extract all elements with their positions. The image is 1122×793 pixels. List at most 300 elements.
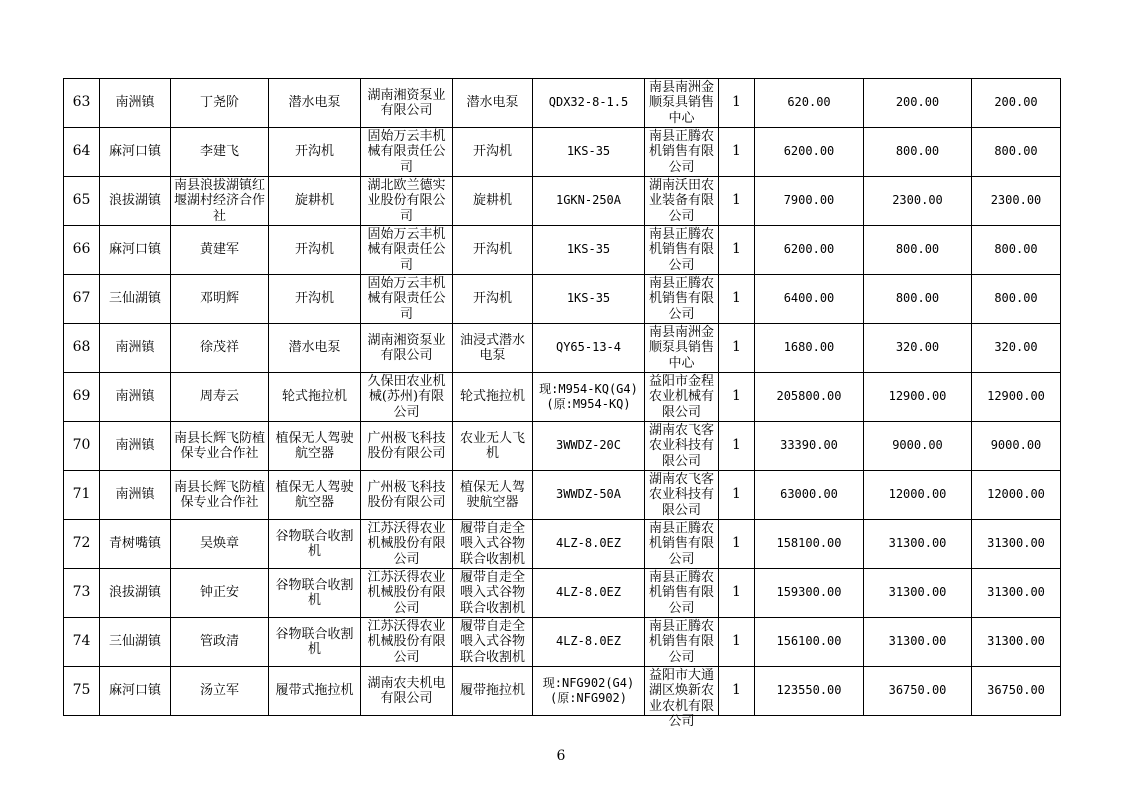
- town-cell: [100, 373, 171, 422]
- town-text: 南洲镇: [115, 389, 155, 405]
- manufacturer-cell: [361, 422, 453, 471]
- manufacturer-text: 固始万云丰机械有限责任公司: [367, 275, 446, 322]
- manufacturer-cell: [361, 373, 453, 422]
- product-name-text: 履带自走全喂入式谷物联合收割机: [459, 520, 525, 567]
- row-index-cell: [64, 471, 100, 520]
- total-subsidy-cell: [972, 128, 1061, 177]
- machine-category-text: 开沟机: [294, 242, 334, 258]
- central-subsidy-text: 200.00: [895, 95, 940, 110]
- row-index-text: 67: [72, 290, 91, 307]
- town-text: 三仙湖镇: [108, 291, 161, 307]
- model-cell: [533, 618, 645, 667]
- machine-category-cell: [269, 520, 361, 569]
- town-text: 青树嘴镇: [108, 536, 161, 552]
- quantity-text: 1: [732, 192, 741, 209]
- manufacturer-cell: [361, 275, 453, 324]
- table-row: [64, 324, 1061, 373]
- total-subsidy-text: 800.00: [994, 144, 1038, 159]
- product-name-text: 开沟机: [472, 291, 512, 307]
- town-text: 南洲镇: [115, 340, 155, 356]
- manufacturer-text: 广州极飞科技股份有限公司: [367, 430, 446, 461]
- dealer-cell: [645, 275, 719, 324]
- total-subsidy-text: 12900.00: [987, 389, 1045, 404]
- recipient-text: 管政清: [199, 634, 239, 650]
- town-text: 麻河口镇: [108, 242, 161, 258]
- machine-category-text: 开沟机: [294, 291, 334, 307]
- machine-category-cell: [269, 569, 361, 618]
- town-cell: [100, 128, 171, 177]
- town-cell: [100, 422, 171, 471]
- central-subsidy-cell: [864, 226, 972, 275]
- sale-price-cell: [755, 128, 864, 177]
- row-index-cell: [64, 618, 100, 667]
- manufacturer-cell: [361, 520, 453, 569]
- dealer-text: 南县南洲金顺泵具销售中心: [648, 79, 714, 126]
- town-cell: [100, 618, 171, 667]
- product-name-cell: [453, 275, 533, 324]
- total-subsidy-cell: [972, 373, 1061, 422]
- quantity-cell: [719, 373, 755, 422]
- sale-price-text: 6200.00: [783, 242, 835, 257]
- row-index-text: 75: [72, 682, 91, 699]
- table-row: [64, 177, 1061, 226]
- town-text: 三仙湖镇: [108, 634, 161, 650]
- central-subsidy-text: 31300.00: [888, 536, 947, 551]
- quantity-text: 1: [732, 241, 741, 258]
- manufacturer-cell: [361, 471, 453, 520]
- model-cell: [533, 226, 645, 275]
- sale-price-cell: [755, 373, 864, 422]
- dealer-cell: [645, 471, 719, 520]
- quantity-text: 1: [732, 535, 741, 552]
- central-subsidy-cell: [864, 79, 972, 128]
- recipient-cell: [171, 226, 269, 275]
- dealer-text: 南县正腾农机销售有限公司: [648, 275, 714, 322]
- recipient-cell: [171, 275, 269, 324]
- table-row: [64, 520, 1061, 569]
- central-subsidy-text: 9000.00: [892, 438, 943, 453]
- central-subsidy-text: 800.00: [895, 291, 940, 306]
- central-subsidy-cell: [864, 373, 972, 422]
- sale-price-cell: [755, 275, 864, 324]
- total-subsidy-text: 12000.00: [987, 487, 1045, 502]
- central-subsidy-cell: [864, 618, 972, 667]
- central-subsidy-text: 320.00: [895, 340, 940, 355]
- total-subsidy-text: 36750.00: [987, 683, 1045, 698]
- recipient-cell: [171, 422, 269, 471]
- product-name-cell: [453, 226, 533, 275]
- product-name-cell: [453, 422, 533, 471]
- dealer-text: 湖南沃田农业装备有限公司: [648, 177, 714, 224]
- total-subsidy-cell: [972, 618, 1061, 667]
- product-name-cell: [453, 569, 533, 618]
- recipient-cell: [171, 177, 269, 226]
- recipient-text: 吴焕章: [199, 536, 239, 552]
- total-subsidy-cell: [972, 569, 1061, 618]
- row-index-text: 69: [72, 388, 91, 405]
- machine-category-cell: [269, 422, 361, 471]
- dealer-text: 益阳市大通湖区焕新农业农机有限公司: [648, 667, 714, 729]
- manufacturer-cell: [361, 324, 453, 373]
- product-name-text: 开沟机: [472, 144, 512, 160]
- sale-price-cell: [755, 569, 864, 618]
- central-subsidy-text: 2300.00: [892, 193, 943, 208]
- row-index-cell: [64, 520, 100, 569]
- town-cell: [100, 226, 171, 275]
- town-cell: [100, 667, 171, 716]
- total-subsidy-text: 2300.00: [990, 193, 1042, 208]
- product-name-text: 旋耕机: [472, 193, 512, 209]
- central-subsidy-text: 12000.00: [888, 487, 947, 502]
- machine-category-text: 谷物联合收割机: [275, 577, 354, 608]
- quantity-text: 1: [732, 143, 741, 160]
- machine-category-cell: [269, 373, 361, 422]
- model-cell: [533, 422, 645, 471]
- row-index-cell: [64, 128, 100, 177]
- product-name-cell: [453, 520, 533, 569]
- sale-price-cell: [755, 667, 864, 716]
- manufacturer-cell: [361, 667, 453, 716]
- product-name-text: 植保无人驾驶航空器: [459, 479, 525, 510]
- recipient-cell: [171, 667, 269, 716]
- recipient-cell: [171, 373, 269, 422]
- machine-category-cell: [269, 324, 361, 373]
- total-subsidy-text: 31300.00: [987, 536, 1045, 551]
- row-index-cell: [64, 226, 100, 275]
- town-text: 南洲镇: [115, 438, 155, 454]
- dealer-cell: [645, 324, 719, 373]
- recipient-cell: [171, 128, 269, 177]
- model-cell: [533, 667, 645, 716]
- quantity-text: 1: [732, 290, 741, 307]
- sale-price-text: 158100.00: [776, 536, 842, 551]
- model-cell: [533, 520, 645, 569]
- town-cell: [100, 569, 171, 618]
- table-row: [64, 79, 1061, 128]
- product-name-cell: [453, 667, 533, 716]
- manufacturer-cell: [361, 226, 453, 275]
- row-index-cell: [64, 569, 100, 618]
- model-cell: [533, 569, 645, 618]
- recipient-text: 丁尧阶: [199, 95, 239, 111]
- product-name-cell: [453, 373, 533, 422]
- row-index-cell: [64, 667, 100, 716]
- row-index-cell: [64, 373, 100, 422]
- manufacturer-text: 湖南农夫机电有限公司: [367, 675, 446, 706]
- model-text: 1GKN-250A: [555, 193, 622, 208]
- product-name-text: 履带自走全喂入式谷物联合收割机: [459, 618, 525, 665]
- model-text: QDX32-8-1.5: [548, 95, 629, 110]
- table-body: [64, 79, 1061, 729]
- quantity-cell: [719, 520, 755, 569]
- table-row: [64, 422, 1061, 471]
- machine-category-cell: [269, 128, 361, 177]
- model-text: 3WWDZ-20C: [555, 438, 622, 453]
- model-cell: [533, 177, 645, 226]
- recipient-text: 南县长辉飞防植保专业合作社: [173, 430, 265, 461]
- recipient-text: 黄建军: [199, 242, 239, 258]
- quantity-cell: [719, 569, 755, 618]
- row-index-text: 71: [72, 486, 91, 503]
- central-subsidy-text: 12900.00: [888, 389, 947, 404]
- quantity-cell: [719, 128, 755, 177]
- manufacturer-text: 固始万云丰机械有限责任公司: [367, 226, 446, 273]
- machine-category-cell: [269, 618, 361, 667]
- quantity-cell: [719, 177, 755, 226]
- quantity-text: 1: [732, 388, 741, 405]
- total-subsidy-cell: [972, 177, 1061, 226]
- dealer-text: 南县正腾农机销售有限公司: [648, 618, 714, 665]
- recipient-cell: [171, 520, 269, 569]
- row-index-text: 68: [72, 339, 91, 356]
- row-index-text: 64: [72, 143, 91, 160]
- machine-category-text: 植保无人驾驶航空器: [275, 479, 354, 510]
- quantity-text: 1: [732, 486, 741, 503]
- total-subsidy-cell: [972, 520, 1061, 569]
- sale-price-cell: [755, 226, 864, 275]
- central-subsidy-cell: [864, 520, 972, 569]
- table-row: [64, 373, 1061, 422]
- machine-category-text: 谷物联合收割机: [275, 626, 354, 657]
- row-index-cell: [64, 177, 100, 226]
- dealer-text: 南县正腾农机销售有限公司: [648, 520, 714, 567]
- dealer-cell: [645, 667, 719, 729]
- recipient-cell: [171, 471, 269, 520]
- recipient-text: 南县浪拔湖镇红堰湖村经济合作社: [173, 177, 265, 224]
- town-text: 麻河口镇: [108, 683, 161, 699]
- model-text: 现:M954-KQ(G4)(原:M954-KQ): [539, 381, 638, 411]
- total-subsidy-cell: [972, 667, 1061, 716]
- recipient-text: 邓明辉: [199, 291, 239, 307]
- row-index-cell: [64, 422, 100, 471]
- table-row: [64, 667, 1061, 716]
- manufacturer-text: 江苏沃得农业机械股份有限公司: [367, 569, 446, 616]
- product-name-text: 轮式拖拉机: [459, 389, 525, 405]
- row-index-text: 63: [72, 94, 91, 111]
- subsidy-table-container: [63, 78, 1061, 729]
- recipient-cell: [171, 79, 269, 128]
- dealer-cell: [645, 520, 719, 569]
- sale-price-text: 63000.00: [780, 487, 838, 502]
- sale-price-cell: [755, 177, 864, 226]
- manufacturer-cell: [361, 79, 453, 128]
- model-text: 4LZ-8.0EZ: [555, 536, 622, 551]
- row-index-text: 70: [72, 437, 91, 454]
- manufacturer-text: 江苏沃得农业机械股份有限公司: [367, 618, 446, 665]
- dealer-cell: [645, 618, 719, 667]
- quantity-text: 1: [732, 94, 741, 111]
- model-cell: [533, 373, 645, 422]
- model-text: 1KS-35: [566, 144, 611, 159]
- sale-price-cell: [755, 422, 864, 471]
- quantity-cell: [719, 422, 755, 471]
- recipient-text: 汤立军: [199, 683, 239, 699]
- product-name-text: 油浸式潜水电泵: [459, 332, 525, 363]
- town-text: 浪拔湖镇: [108, 585, 161, 601]
- total-subsidy-text: 31300.00: [987, 634, 1045, 649]
- recipient-text: 南县长辉飞防植保专业合作社: [173, 479, 265, 510]
- total-subsidy-text: 31300.00: [987, 585, 1045, 600]
- manufacturer-text: 久保田农业机械(苏州)有限公司: [367, 373, 446, 420]
- recipient-text: 徐茂祥: [199, 340, 239, 356]
- dealer-cell: [645, 569, 719, 618]
- quantity-text: 1: [732, 682, 741, 699]
- total-subsidy-text: 320.00: [994, 340, 1038, 355]
- sale-price-text: 205800.00: [776, 389, 842, 404]
- dealer-text: 湖南农飞客农业科技有限公司: [648, 422, 714, 469]
- total-subsidy-text: 800.00: [994, 291, 1038, 306]
- machine-category-text: 开沟机: [294, 144, 334, 160]
- manufacturer-text: 湖北欧兰德实业股份有限公司: [367, 177, 446, 224]
- recipient-text: 钟正安: [199, 585, 239, 601]
- manufacturer-text: 固始万云丰机械有限责任公司: [367, 128, 446, 175]
- dealer-text: 南县南洲金顺泵具销售中心: [648, 324, 714, 371]
- machine-category-cell: [269, 667, 361, 716]
- sale-price-text: 6400.00: [783, 291, 835, 306]
- sale-price-cell: [755, 471, 864, 520]
- machine-category-cell: [269, 471, 361, 520]
- product-name-text: 潜水电泵: [466, 95, 519, 111]
- dealer-cell: [645, 422, 719, 471]
- dealer-cell: [645, 373, 719, 422]
- total-subsidy-text: 9000.00: [990, 438, 1042, 453]
- table-row: [64, 275, 1061, 324]
- sale-price-text: 123550.00: [776, 683, 842, 698]
- manufacturer-cell: [361, 128, 453, 177]
- machine-category-cell: [269, 275, 361, 324]
- machine-category-text: 旋耕机: [294, 193, 334, 209]
- model-text: 1KS-35: [566, 242, 611, 257]
- central-subsidy-cell: [864, 275, 972, 324]
- town-cell: [100, 177, 171, 226]
- dealer-text: 湖南农飞客农业科技有限公司: [648, 471, 714, 518]
- total-subsidy-cell: [972, 471, 1061, 520]
- total-subsidy-cell: [972, 226, 1061, 275]
- dealer-cell: [645, 79, 719, 128]
- dealer-cell: [645, 226, 719, 275]
- dealer-text: 南县正腾农机销售有限公司: [648, 226, 714, 273]
- row-index-text: 72: [72, 535, 91, 552]
- town-cell: [100, 324, 171, 373]
- product-name-cell: [453, 79, 533, 128]
- quantity-text: 1: [732, 437, 741, 454]
- quantity-text: 1: [732, 339, 741, 356]
- quantity-text: 1: [732, 633, 741, 650]
- model-cell: [533, 128, 645, 177]
- town-text: 南洲镇: [115, 487, 155, 503]
- table-row: [64, 226, 1061, 275]
- quantity-cell: [719, 471, 755, 520]
- model-text: 1KS-35: [566, 291, 611, 306]
- sale-price-text: 620.00: [787, 95, 831, 110]
- model-text: 4LZ-8.0EZ: [555, 634, 622, 649]
- subsidy-table: [63, 78, 1061, 729]
- product-name-text: 开沟机: [472, 242, 512, 258]
- quantity-cell: [719, 79, 755, 128]
- town-cell: [100, 471, 171, 520]
- row-index-text: 65: [72, 192, 91, 209]
- sale-price-cell: [755, 79, 864, 128]
- model-cell: [533, 275, 645, 324]
- product-name-text: 履带自走全喂入式谷物联合收割机: [459, 569, 525, 616]
- table-row: [64, 618, 1061, 667]
- total-subsidy-cell: [972, 324, 1061, 373]
- central-subsidy-cell: [864, 128, 972, 177]
- total-subsidy-cell: [972, 275, 1061, 324]
- manufacturer-cell: [361, 569, 453, 618]
- total-subsidy-cell: [972, 79, 1061, 128]
- table-row: [64, 471, 1061, 520]
- machine-category-text: 谷物联合收割机: [275, 528, 354, 559]
- machine-category-cell: [269, 79, 361, 128]
- machine-category-cell: [269, 226, 361, 275]
- sale-price-text: 1680.00: [783, 340, 835, 355]
- machine-category-text: 潜水电泵: [288, 95, 341, 111]
- total-subsidy-cell: [972, 422, 1061, 471]
- product-name-cell: [453, 324, 533, 373]
- dealer-text: 益阳市金程农业机械有限公司: [648, 373, 714, 420]
- recipient-cell: [171, 569, 269, 618]
- table-row: [64, 569, 1061, 618]
- model-cell: [533, 79, 645, 128]
- town-text: 浪拔湖镇: [108, 193, 161, 209]
- central-subsidy-text: 800.00: [895, 144, 940, 159]
- row-index-cell: [64, 79, 100, 128]
- model-text: 现:NFG902(G4)(原:NFG902): [542, 675, 635, 705]
- manufacturer-text: 广州极飞科技股份有限公司: [367, 479, 446, 510]
- manufacturer-cell: [361, 618, 453, 667]
- machine-category-text: 植保无人驾驶航空器: [275, 430, 354, 461]
- row-index-cell: [64, 275, 100, 324]
- manufacturer-text: 湖南湘资泵业有限公司: [367, 332, 446, 363]
- product-name-cell: [453, 471, 533, 520]
- dealer-cell: [645, 177, 719, 226]
- total-subsidy-text: 800.00: [994, 242, 1038, 257]
- sale-price-text: 7900.00: [783, 193, 835, 208]
- dealer-text: 南县正腾农机销售有限公司: [648, 569, 714, 616]
- central-subsidy-text: 800.00: [895, 242, 940, 257]
- total-subsidy-text: 200.00: [994, 95, 1038, 110]
- town-text: 麻河口镇: [108, 144, 161, 160]
- town-cell: [100, 79, 171, 128]
- product-name-text: 农业无人飞机: [459, 430, 525, 461]
- town-text: 南洲镇: [115, 95, 155, 111]
- sale-price-text: 6200.00: [783, 144, 835, 159]
- central-subsidy-cell: [864, 471, 972, 520]
- quantity-cell: [719, 226, 755, 275]
- sale-price-text: 156100.00: [776, 634, 842, 649]
- sale-price-cell: [755, 618, 864, 667]
- product-name-cell: [453, 177, 533, 226]
- model-text: 4LZ-8.0EZ: [555, 585, 622, 600]
- recipient-text: 李建飞: [199, 144, 239, 160]
- row-index-text: 66: [72, 241, 91, 258]
- recipient-text: 周寿云: [199, 389, 239, 405]
- manufacturer-cell: [361, 177, 453, 226]
- table-row: [64, 128, 1061, 177]
- central-subsidy-text: 31300.00: [888, 634, 947, 649]
- product-name-cell: [453, 128, 533, 177]
- row-index-cell: [64, 324, 100, 373]
- recipient-cell: [171, 324, 269, 373]
- central-subsidy-text: 36750.00: [888, 683, 947, 698]
- machine-category-text: 潜水电泵: [288, 340, 341, 356]
- sale-price-text: 33390.00: [780, 438, 838, 453]
- central-subsidy-cell: [864, 177, 972, 226]
- manufacturer-text: 江苏沃得农业机械股份有限公司: [367, 520, 446, 567]
- manufacturer-text: 湖南湘资泵业有限公司: [367, 87, 446, 118]
- recipient-cell: [171, 618, 269, 667]
